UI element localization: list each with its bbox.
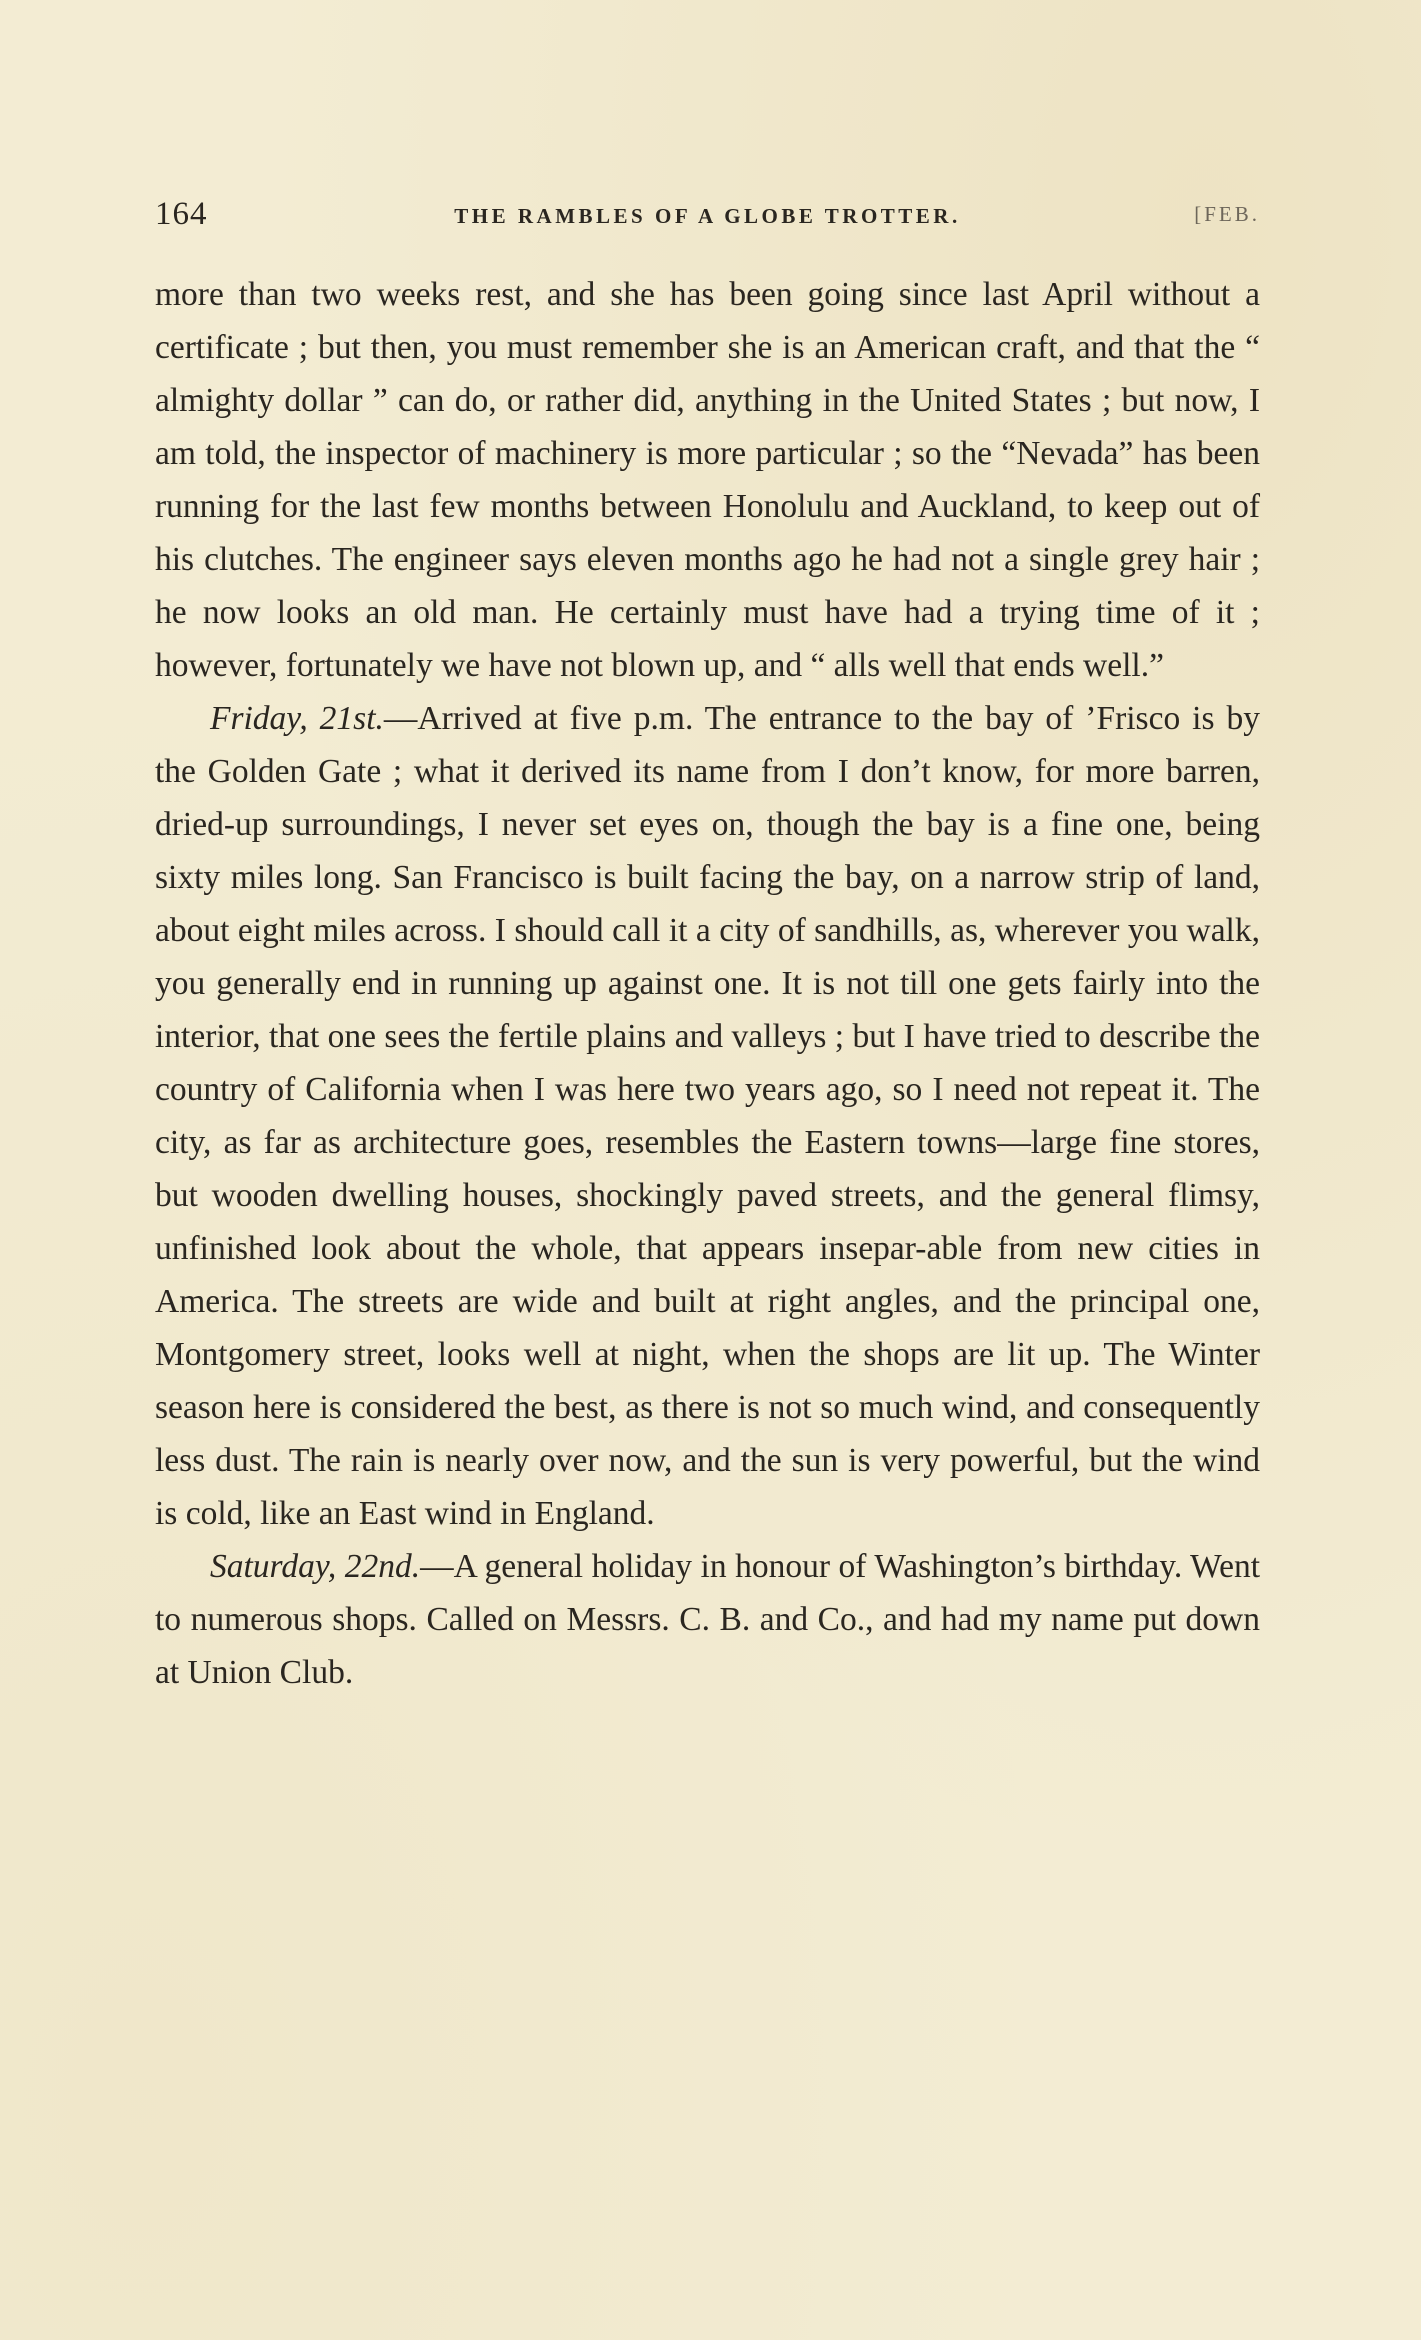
entry-date: Saturday, 22nd. [210, 1548, 421, 1585]
paragraph-text: —Arrived at five p.m. The entrance to the bay of ’Frisco is by the Golden Gate ; what it derived its name from I don’t know, for more barren, dried-up surroundings, I never set eyes on, though the bay is a fine one, being sixty miles long. San Francisco is built facing the bay, on a narrow strip of land, about eight miles across. I should call it a city of sandhills, as, wherever you walk, you generally end in running up against one. It is not till one gets fairly into the interior, that one sees the fertile plains and valleys ; but I have tried to describe the country of California when I was here two years ago, so I need not repeat it. The city, as far as architecture goes, resembles the Eastern towns—large fine stores, but wooden dwelling houses, shockingly paved streets, and the general flimsy, unfinished look about the whole, that appears insepar-able from new cities in America. The streets are wide and built at right angles, and the principal one, Montgomery street, looks well at night, when the shops are lit up. The Winter season here is considered the best, as there is not so much wind, and consequently less dust. The rain is nearly over now, and the sun is very powerful, but the wind is cold, like an East wind in England. [155, 700, 1260, 1532]
paragraph-friday-entry [155, 692, 1260, 1540]
entry-date: Friday, 21st. [210, 700, 384, 737]
book-page [155, 0, 1260, 2340]
running-month: [FEB. [1194, 202, 1260, 226]
page-number: 164 [155, 196, 208, 232]
paragraph-saturday-entry [155, 1540, 1260, 1699]
running-header [155, 196, 1260, 240]
paragraph-continuation [155, 268, 1260, 692]
paragraph-text: —A general holiday in honour of Washington’s birthday. Went to numerous shops. Called on Messrs. C. B. and Co., and had my name put down at Union Club. [155, 1548, 1261, 1691]
body-text [155, 268, 1260, 1699]
running-title: THE RAMBLES OF A GLOBE TROTTER. [454, 204, 961, 228]
paragraph-text: more than two weeks rest, and she has been going since last April without a certificate ; but then, you must remember she is an American craft, and that the “ almighty dollar ” can do, or rather did, anything in the United States ; but now, I am told, the inspector of machinery is more particular ; so the “Nevada” has been running for the last few months between Honolulu and Auckland, to keep out of his clutches. The engineer says eleven months ago he had not a single grey hair ; he now looks an old man. He certainly must have had a trying time of it ; however, fortunately we have not blown up, and “ alls well that ends well.” [155, 276, 1260, 684]
